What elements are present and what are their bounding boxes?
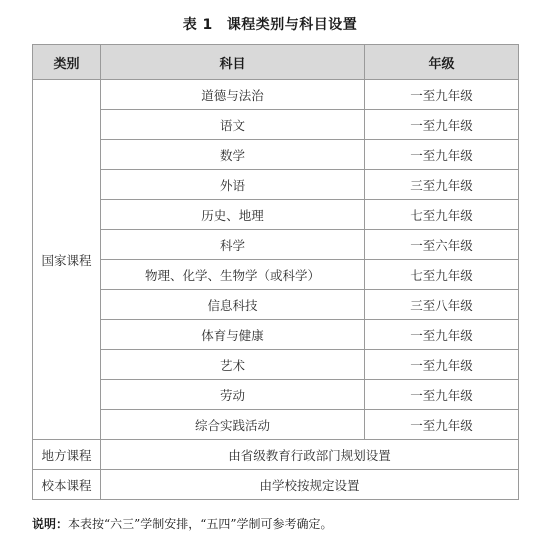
grade-cell: 一至九年级 (365, 320, 519, 350)
note-lead: 说明： (32, 517, 69, 531)
table-number: 表 1 (182, 17, 213, 33)
grade-cell: 三至九年级 (365, 170, 519, 200)
subject-cell: 信息科技 (101, 290, 365, 320)
subject-cell: 道德与法治 (101, 80, 365, 110)
table-row (33, 350, 519, 380)
table-row (33, 410, 519, 440)
grade-cell: 一至九年级 (365, 80, 519, 110)
grade-cell: 一至九年级 (365, 410, 519, 440)
table-row (33, 80, 519, 110)
table-row (33, 380, 519, 410)
column-header-subject: 科目 (101, 45, 365, 80)
grade-cell: 七至九年级 (365, 200, 519, 230)
table-caption (0, 14, 540, 34)
grade-cell: 一至九年级 (365, 140, 519, 170)
table-header-row (33, 45, 519, 80)
grade-cell: 一至九年级 (365, 110, 519, 140)
local-course-description: 由省级教育行政部门规划设置 (101, 440, 519, 470)
category-cell-local: 地方课程 (33, 440, 101, 470)
table-row (33, 320, 519, 350)
grade-cell: 一至六年级 (365, 230, 519, 260)
table-row (33, 170, 519, 200)
column-header-category: 类别 (33, 45, 101, 80)
grade-cell: 一至九年级 (365, 380, 519, 410)
note-text: 本表按“六三”学制安排，“五四”学制可参考确定。 (68, 517, 333, 531)
table-title: 课程类别与科目设置 (226, 17, 358, 33)
subject-cell: 艺术 (101, 350, 365, 380)
category-cell-school: 校本课程 (33, 470, 101, 500)
subject-cell: 体育与健康 (101, 320, 365, 350)
table-row (33, 200, 519, 230)
table-row (33, 260, 519, 290)
table-row-local (33, 440, 519, 470)
subject-cell: 综合实践活动 (101, 410, 365, 440)
subject-cell: 劳动 (101, 380, 365, 410)
course-table (32, 44, 519, 500)
grade-cell: 三至八年级 (365, 290, 519, 320)
table-row (33, 110, 519, 140)
table-row (33, 290, 519, 320)
grade-cell: 七至九年级 (365, 260, 519, 290)
table-row-school (33, 470, 519, 500)
school-course-description: 由学校按规定设置 (101, 470, 519, 500)
table-note (32, 515, 333, 532)
column-header-grade: 年级 (365, 45, 519, 80)
subject-cell: 物理、化学、生物学（或科学） (101, 260, 365, 290)
subject-cell: 语文 (101, 110, 365, 140)
table-row (33, 230, 519, 260)
subject-cell: 科学 (101, 230, 365, 260)
grade-cell: 一至九年级 (365, 350, 519, 380)
subject-cell: 历史、地理 (101, 200, 365, 230)
subject-cell: 外语 (101, 170, 365, 200)
table-row (33, 140, 519, 170)
category-cell-national: 国家课程 (33, 80, 101, 440)
subject-cell: 数学 (101, 140, 365, 170)
